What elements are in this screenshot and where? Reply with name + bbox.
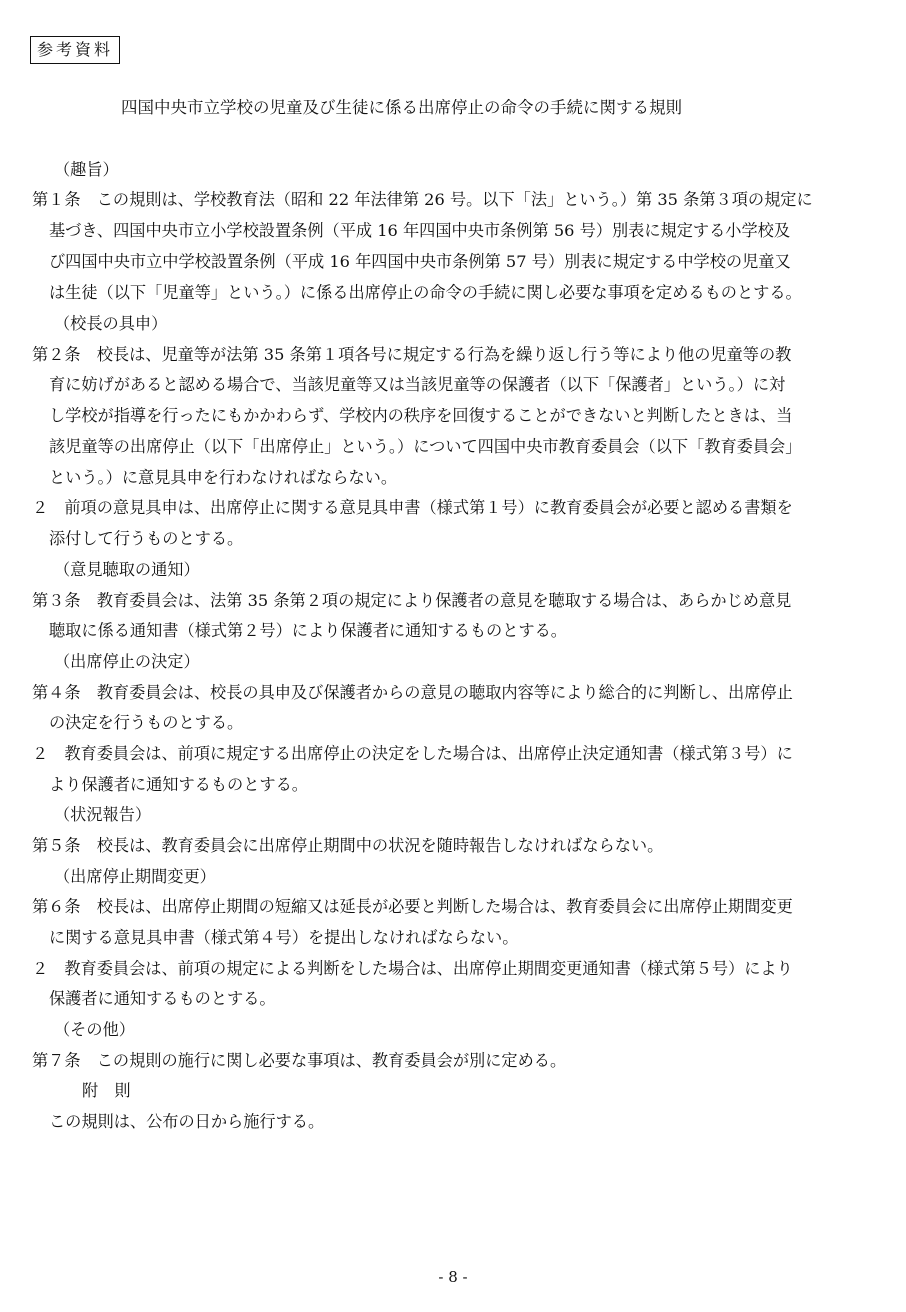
article-3-line: 聴取に係る通知書（様式第２号）により保護者に通知するものとする。 (49, 621, 567, 640)
heading-other: （その他） (54, 1020, 135, 1039)
article-6-paragraph-2-line: 保護者に通知するものとする。 (49, 989, 276, 1008)
article-1-line: 基づき、四国中央市立小学校設置条例（平成 16 年四国中央市条例第 56 号）別表に規定する小学校及 (49, 221, 791, 240)
article-1-line: 第１条 この規則は、学校教育法（昭和 22 年法律第 26 号。以下「法」という。）第 35 条第３項の規定に (32, 190, 813, 209)
heading-hearing-notice: （意見聴取の通知） (54, 560, 200, 579)
article-4-line: 第４条 教育委員会は、校長の具申及び保護者からの意見の聴取内容等により総合的に判断し、出席停止 (32, 683, 793, 702)
article-2-line: 該児童等の出席停止（以下「出席停止」という。）について四国中央市教育委員会（以下「教育委員会」 (49, 437, 802, 456)
heading-status-report: （状況報告） (54, 805, 152, 824)
article-7-line: 第７条 この規則の施行に関し必要な事項は、教育委員会が別に定める。 (32, 1051, 567, 1070)
article-1-line: は生徒（以下「児童等」という。）に係る出席停止の命令の手続に関し必要な事項を定めるものとする。 (49, 283, 802, 302)
article-5-line: 第５条 校長は、教育委員会に出席停止期間中の状況を随時報告しなければならない。 (32, 836, 664, 855)
document-title: 四国中央市立学校の児童及び生徒に係る出席停止の命令の手続に関する規則 (121, 98, 682, 117)
page-number: - 8 - (438, 1268, 468, 1286)
article-1-line: び四国中央市立中学校設置条例（平成 16 年四国中央市条例第 57 号）別表に規定する中学校の児童又 (49, 252, 791, 271)
article-2-line: という。）に意見具申を行わなければならない。 (49, 468, 398, 487)
article-6-line: に関する意見具申書（様式第４号）を提出しなければならない。 (49, 928, 519, 947)
article-2-line: し学校が指導を行ったにもかかわらず、学校内の秩序を回復することができないと判断したときは、当 (49, 406, 793, 425)
heading-period-change: （出席停止期間変更） (54, 867, 216, 886)
supplementary-provisions-heading: 附 則 (82, 1081, 131, 1100)
heading-suspension-decision: （出席停止の決定） (54, 652, 200, 671)
article-2-line: 第２条 校長は、児童等が法第 35 条第１項各号に規定する行為を繰り返し行う等により他の児童等の教 (32, 345, 792, 364)
heading-principal-report: （校長の具申） (54, 314, 168, 333)
heading-purpose: （趣旨） (54, 160, 119, 179)
article-4-paragraph-2-line: ２ 教育委員会は、前項に規定する出席停止の決定をした場合は、出席停止決定通知書（様式第３号）に (32, 744, 793, 763)
article-4-line: の決定を行うものとする。 (49, 713, 244, 732)
article-6-paragraph-2-line: ２ 教育委員会は、前項の規定による判断をした場合は、出席停止期間変更通知書（様式第５号）により (32, 959, 793, 978)
article-2-paragraph-2-line: 添付して行うものとする。 (49, 529, 244, 548)
article-2-line: 育に妨げがあると認める場合で、当該児童等又は当該児童等の保護者（以下「保護者」という。）に対 (49, 375, 786, 394)
article-4-paragraph-2-line: より保護者に通知するものとする。 (49, 775, 308, 794)
supplementary-provisions-text: この規則は、公布の日から施行する。 (49, 1112, 325, 1131)
article-3-line: 第３条 教育委員会は、法第 35 条第２項の規定により保護者の意見を聴取する場合は、あらかじめ意見 (32, 591, 792, 610)
article-6-line: 第６条 校長は、出席停止期間の短縮又は延長が必要と判断した場合は、教育委員会に出席停止期間変更 (32, 897, 793, 916)
article-2-paragraph-2-line: ２ 前項の意見具申は、出席停止に関する意見具申書（様式第１号）に教育委員会が必要と認める書類を (32, 498, 793, 517)
reference-material-label: 参考資料 (30, 36, 120, 64)
